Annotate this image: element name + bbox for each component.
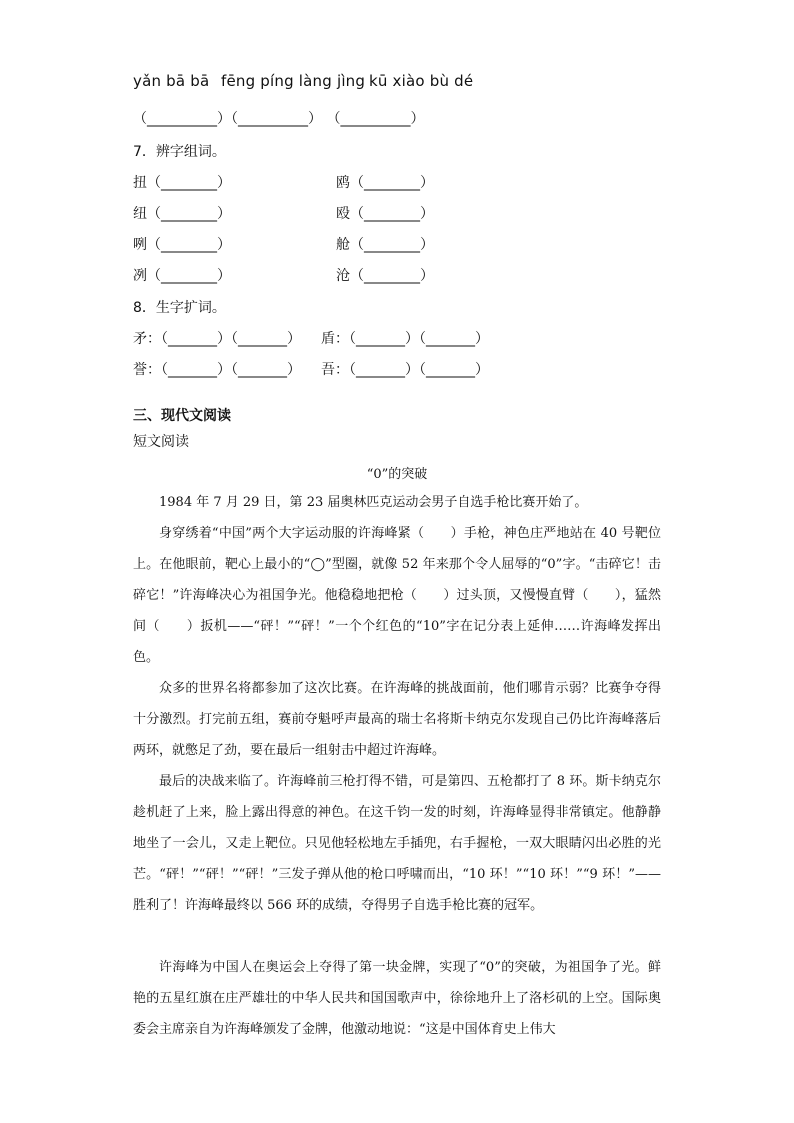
q7-title: 7．辨字组词。 bbox=[133, 144, 226, 160]
pinyin-2: fēng píng làng jìng bbox=[221, 72, 366, 90]
passage-paragraph-1: 1984 年 7 月 29 日，第 23 届奥林匹克运动会男子自选手枪比赛开始了。 bbox=[159, 495, 588, 510]
passage-paragraph-4: 最后的决战来临了。许海峰前三枪打得不错，可是第四、五枪都打了 8 环。斯卡纳克尔趁机赶了上来，脸上露出得意的神色。在这千钧一发的时刻，许海峰显得非常镇定。他静静地坐了一会儿，又走上靶位。只见他轻松地左手插兜，右手握枪，一双大眼睛闪出必胜的光芒。“砰！”“砰！”“砰！”三发子弹从他的枪口呼啸而出，“10 环！”“10 环！”“9 环！”——胜利了！许海峰最终以 566 环的成绩，夺得男子自选手枪比赛的冠军。 bbox=[133, 774, 661, 913]
q7-right-item[interactable]: 殴（________） bbox=[336, 206, 434, 222]
pinyin-3: kū xiào bù dé bbox=[369, 72, 474, 90]
passage-paragraph-2: 身穿绣着“中国”两个大字运动服的许海峰紧（ ）手枪，神色庄严地站在 40 号靶位上。在他眼前，靶心上最小的“◯”型圈，就像 52 年来那个令人屈辱的“0”字。“击碎它！击碎它！”许海峰决心为祖国争光。他稳稳地把枪（ ）过头顶，又慢慢直臂（ ），猛然间（ ）扳机——“砰！”“砰！”一个个红色的“10”字在记分表上延伸……许海峰发挥出色。 bbox=[133, 526, 661, 665]
q7-left-item[interactable]: 咧（________） bbox=[133, 237, 231, 253]
q8-title: 8．生字扩词。 bbox=[133, 300, 226, 316]
q7-left-item[interactable]: 扭（________） bbox=[133, 175, 231, 191]
q7-left-item[interactable]: 冽（________） bbox=[133, 268, 231, 284]
section-subtitle: 短文阅读 bbox=[133, 434, 189, 450]
q8-row2-right[interactable]: 吾：（_______）（_______） bbox=[321, 362, 489, 378]
q7-right-item[interactable]: 沧（________） bbox=[336, 268, 434, 284]
q7-right-item[interactable]: 鸥（________） bbox=[336, 175, 434, 191]
passage-paragraph-3: 众多的世界名将都参加了这次比赛。在许海峰的挑战面前，他们哪肯示弱？比赛争夺得十分激烈。打完前五组，赛前夺魁呼声最高的瑞士名将斯卡纳克尔发现自己仍比许海峰落后两环，就憋足了劲，要在最后一组射击中超过许海峰。 bbox=[133, 681, 661, 758]
section-title: 三、现代文阅读 bbox=[133, 408, 231, 424]
q8-row1-left[interactable]: 矛：（_______）（_______） bbox=[133, 331, 301, 347]
pinyin-1: yǎn bā bā bbox=[133, 72, 210, 90]
q7-left-item[interactable]: 纽（________） bbox=[133, 206, 231, 222]
q7-right-item[interactable]: 舱（________） bbox=[336, 237, 434, 253]
passage-paragraph-5: 许海峰为中国人在奥运会上夺得了第一块金牌，实现了“0”的突破，为祖国争了光。鲜艳的五星红旗在庄严雄壮的中华人民共和国国歌声中，徐徐地升上了洛杉矶的上空。国际奥委会主席亲自为许海峰颁发了金牌，他激动地说：“这是中国体育史上伟大 bbox=[133, 960, 661, 1037]
pinyin-answer-blanks[interactable]: （__________）（__________） （__________） bbox=[133, 111, 425, 127]
q8-row1-right[interactable]: 盾：（_______）（_______） bbox=[321, 331, 489, 347]
passage-title: “0”的突破 bbox=[366, 467, 428, 482]
q8-row2-left[interactable]: 誉：（_______）（_______） bbox=[133, 362, 301, 378]
